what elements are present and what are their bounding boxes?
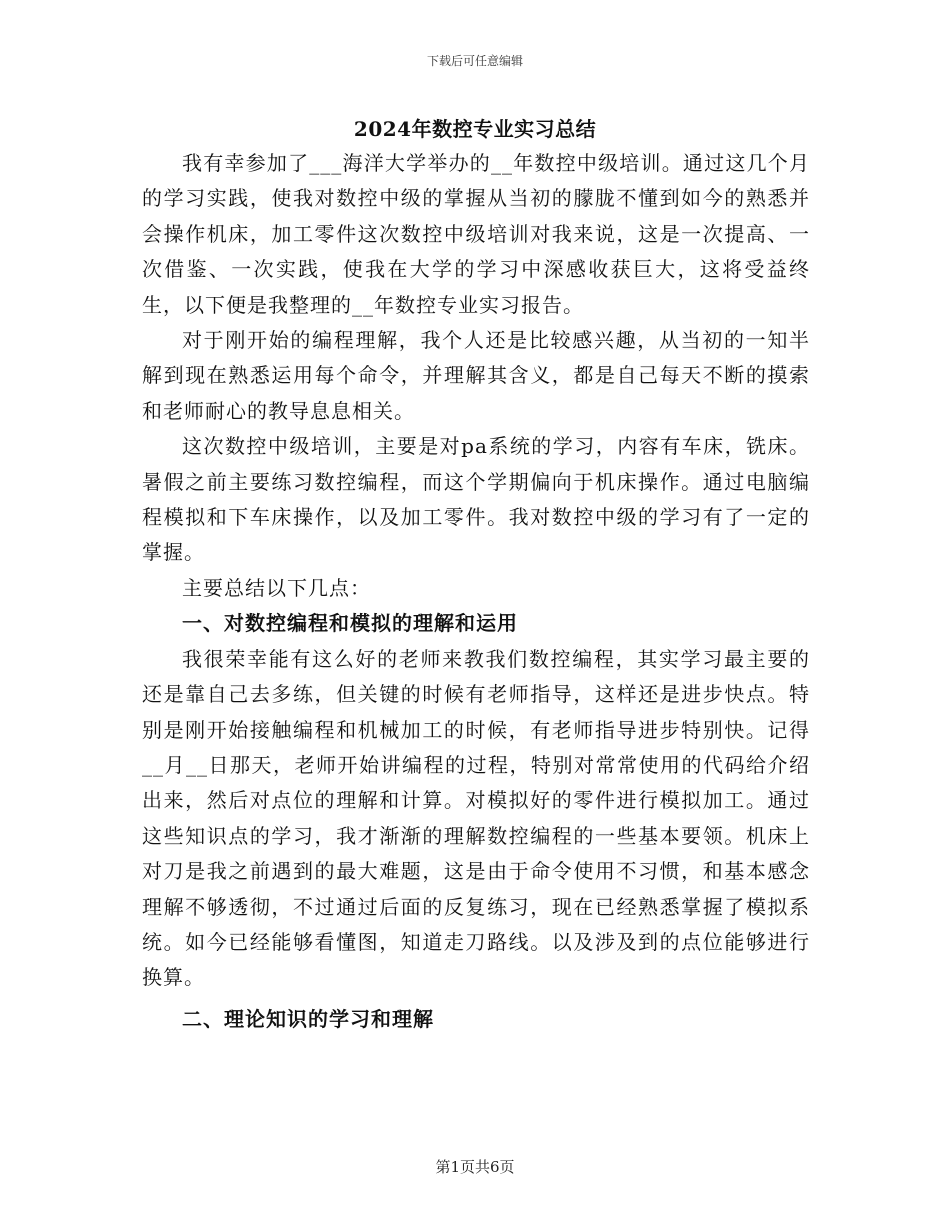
section-heading-2: 二、理论知识的学习和理解	[182, 1006, 434, 1031]
document-title: 2024年数控专业实习总结	[353, 117, 597, 141]
paragraph-intro: 我有幸参加了___海洋大学举办的__年数控中级培训。通过这几个月的学习实践，使我对数控中级的掌握从当初的朦胧不懂到如今的熟悉并会操作机床，加工零件这次数控中级培训对我来说，这是一次提高、一次借鉴、一次实践，使我在大学的学习中深感收获巨大，这将受益终生，以下便是我整理的__年数控专业实习报告。	[142, 151, 810, 317]
page-header-note: 下载后可任意编辑	[426, 54, 523, 68]
paragraph-training-content: 这次数控中级培训，主要是对pa系统的学习，内容有车床，铣床。暑假之前主要练习数控编程，而这个学期偏向于机床操作。通过电脑编程模拟和下车床操作，以及加工零件。我对数控中级的学习有了一定的掌握。	[142, 434, 810, 565]
page-number: 第1页共6页	[435, 1158, 515, 1176]
paragraph-programming-interest: 对于刚开始的编程理解，我个人还是比较感兴趣，从当初的一知半解到现在熟悉运用每个命令，并理解其含义，都是自己每天不断的摸索和老师耐心的教导息息相关。	[142, 328, 810, 423]
paragraph-section-1: 我很荣幸能有这么好的老师来教我们数控编程，其实学习最主要的还是靠自己去多练，但关键的时候有老师指导，这样还是进步快点。特别是刚开始接触编程和机械加工的时候，有老师指导进步特别快。记得__月__日那天，老师开始讲编程的过程，特别对常常使用的代码给介绍出来，然后对点位的理解和计算。对模拟好的零件进行模拟加工。通过这些知识点的学习，我才渐渐的理解数控编程的一些基本要领。机床上对刀是我之前遇到的最大难题，这是由于命令使用不习惯，和基本感念理解不够透彻，不过通过后面的反复练习，现在已经熟悉掌握了模拟系统。如今已经能够看懂图，知道走刀路线。以及涉及到的点位能够进行换算。	[142, 646, 810, 990]
section-heading-1: 一、对数控编程和模拟的理解和运用	[182, 611, 518, 636]
document-body	[142, 146, 810, 1037]
paragraph-summary-lead: 主要总结以下几点：	[182, 575, 371, 600]
